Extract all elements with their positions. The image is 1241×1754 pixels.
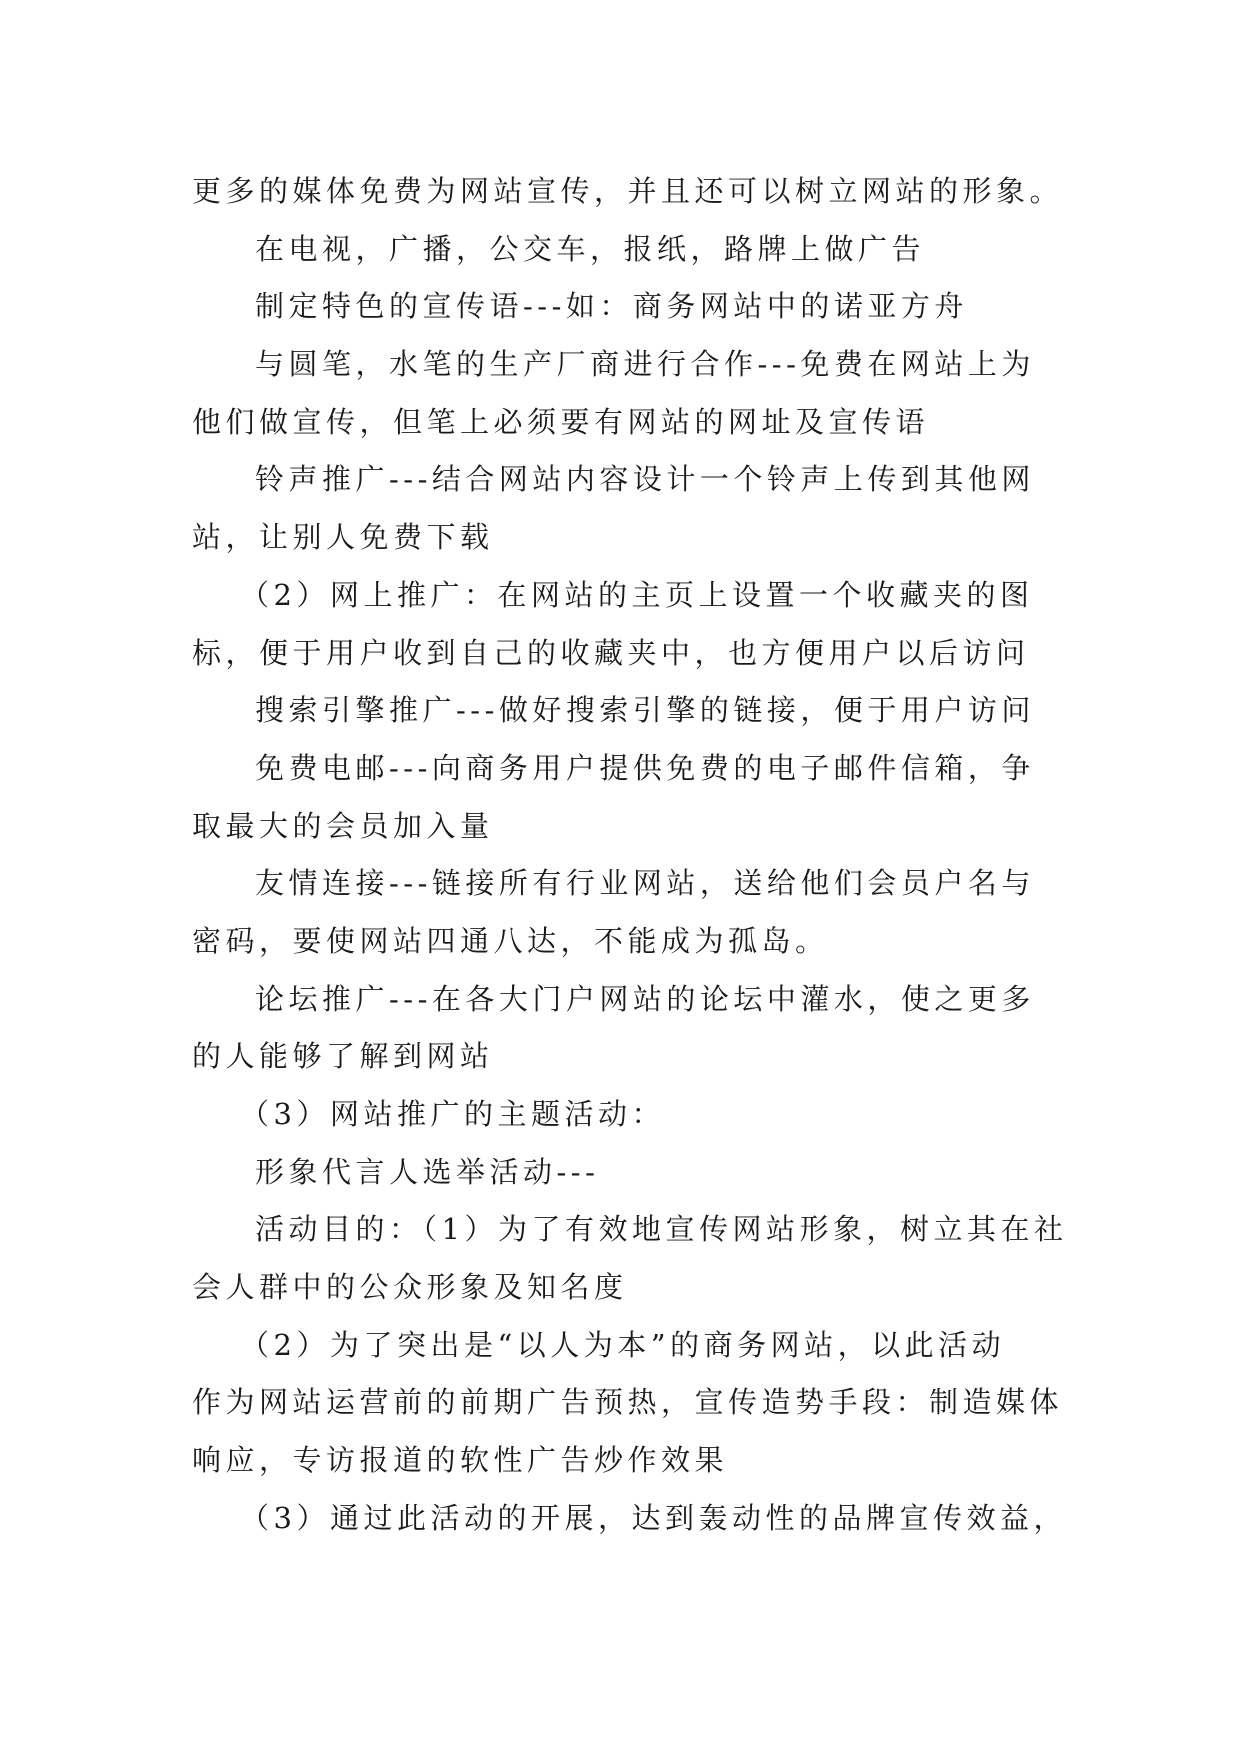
text-line: 活动目的：（1）为了有效地宣传网站形象，树立其在社 [255,1212,1068,1247]
text-line: （3）网站推广的主题活动： [240,1097,665,1131]
text-line: 与圆笔，水笔的生产厂商进行合作---免费在网站上为 [255,347,1035,382]
text-line: 会人群中的公众形象及知名度 [192,1270,628,1305]
text-line: 在电视，广播，公交车，报纸，路牌上做广告 [255,231,926,266]
text-line: 密码，要使网站四通八达，不能成为孤岛。 [192,923,829,958]
text-line: 的人能够了解到网站 [192,1039,494,1074]
text-line: 响应，专访报道的软性广告炒作效果 [192,1443,729,1478]
text-line: （3）通过此活动的开展，达到轰动性的品牌宣传效益， [240,1500,1067,1535]
text-line: 形象代言人选举活动--- [255,1154,600,1189]
text-line: 标，便于用户收到自己的收藏夹中，也方便用户以后访问 [192,635,1030,670]
text-line: （2）为了突出是“以人为本”的商务网站，以此活动 [240,1327,1006,1362]
text-line: 他们做宣传，但笔上必须要有网站的网址及宣传语 [192,404,930,439]
text-line: 站，让别人免费下载 [192,520,494,555]
text-line: 论坛推广---在各大门户网站的论坛中灌水，使之更多 [255,981,1035,1016]
text-line: 制定特色的宣传语---如：商务网站中的诺亚方舟 [255,289,968,324]
text-line: 友情连接---链接所有行业网站，送给他们会员户名与 [255,866,1035,901]
text-line: 免费电邮---向商务用户提供免费的电子邮件信箱，争 [255,750,1035,785]
text-line: 作为网站运营前的前期广告预热，宣传造势手段：制造媒体 [192,1385,1064,1420]
text-line: 铃声推广---结合网站内容设计一个铃声上传到其他网 [255,462,1035,497]
document-body [192,163,1068,1548]
text-line: （2）网上推广：在网站的主页上设置一个收藏夹的图 [240,577,1034,612]
text-line: 搜索引擎推广---做好搜索引擎的链接，便于用户访问 [255,693,1035,728]
text-line: 更多的媒体免费为网站宣传，并且还可以树立网站的形象。 [192,174,1064,208]
text-line: 取最大的会员加入量 [192,808,494,843]
